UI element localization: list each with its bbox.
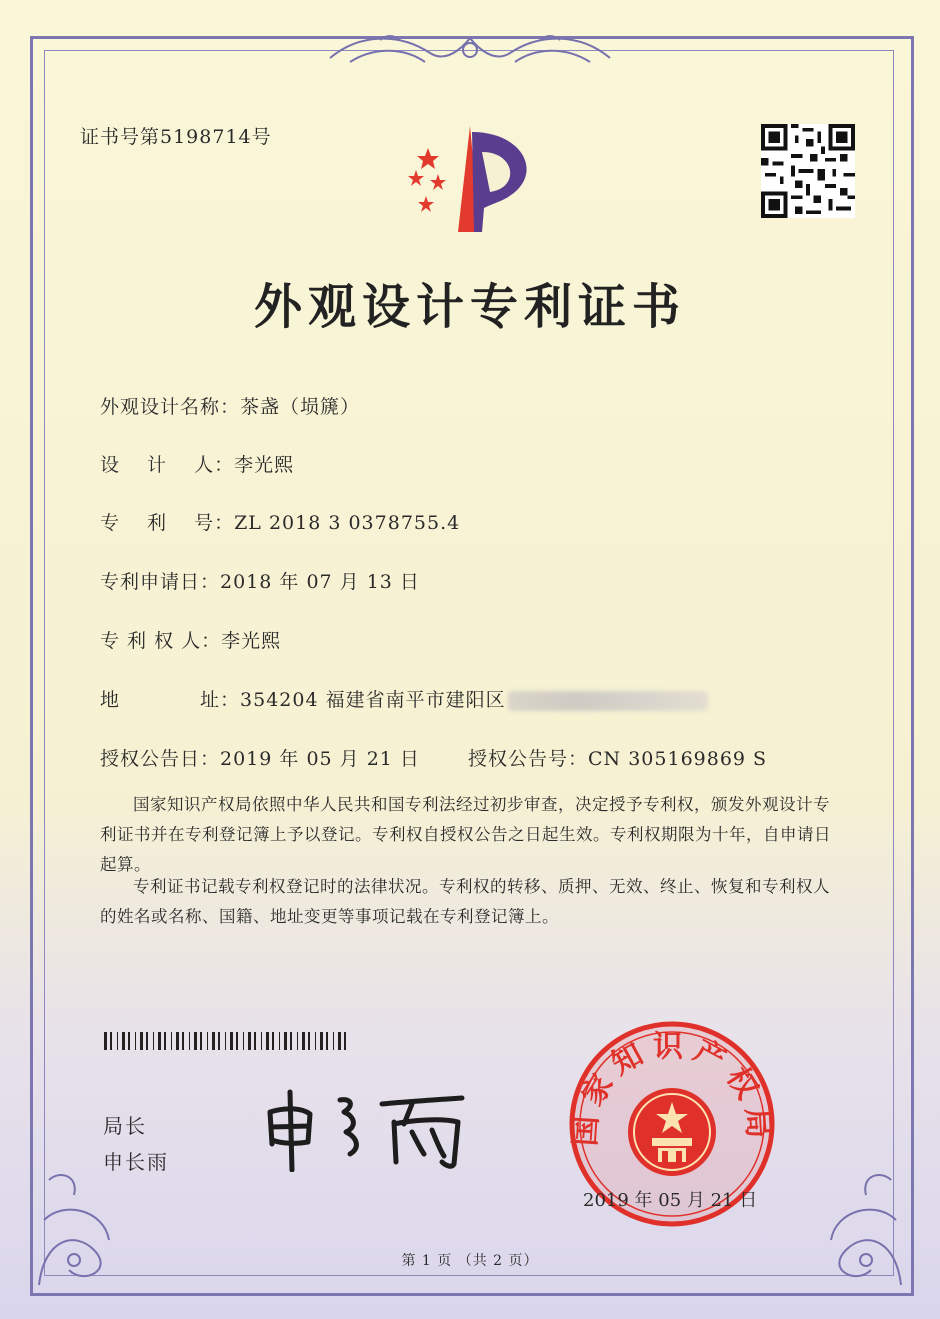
barcode xyxy=(104,1032,350,1050)
field-design-name: 外观设计名称：茶盏（埙篪） xyxy=(100,396,361,418)
paragraph-legal-status: 专利证书记载专利权登记时的法律状况。专利权的转移、质押、无效、终止、恢复和专利权人的姓名或名称、国籍、地址变更等事项记载在专利登记簿上。 xyxy=(100,877,830,926)
cnipa-logo xyxy=(398,122,548,240)
seal-date: 2019 年 05 月 21 日 xyxy=(583,1190,758,1211)
document-title: 外观设计专利证书 xyxy=(253,279,686,335)
field-patentee: 专 利 权 人：李光熙 xyxy=(100,630,282,652)
field-application-date: 专利申请日：2018 年 07 月 13 日 xyxy=(100,571,420,593)
page-number: 第 1 页 （共 2 页） xyxy=(401,1253,539,1269)
field-announcement-number: 授权公告号：CN 305169869 S xyxy=(468,748,768,770)
top-ornament xyxy=(320,28,620,76)
seal-text: 国家知识产权局 xyxy=(568,1029,776,1148)
field-patent-number: 专 利 号：ZL 2018 3 0378755.4 xyxy=(100,512,461,534)
qr-code-icon xyxy=(760,124,856,218)
director-title: 局长 xyxy=(103,1114,147,1138)
corner-ornament-left xyxy=(34,1160,144,1290)
director-signature xyxy=(262,1082,472,1172)
field-grant-date: 授权公告日：2019 年 05 月 21 日 xyxy=(100,748,420,770)
corner-ornament-right xyxy=(796,1160,906,1290)
field-designer: 设 计 人：李光熙 xyxy=(100,454,295,476)
paragraph-grant: 国家知识产权局依照中华人民共和国专利法经过初步审查，决定授予专利权，颁发外观设计专利证书并在专利登记簿上予以登记。专利权自授权公告之日起生效。专利权期限为十年，自申请日起算。 xyxy=(100,795,831,874)
redacted-address xyxy=(508,691,708,711)
director-name: 申长雨 xyxy=(103,1150,169,1174)
field-address: 地 址：354204 福建省南平市建阳区 xyxy=(100,685,708,712)
certificate-number: 证书号第5198714号 xyxy=(80,126,272,148)
